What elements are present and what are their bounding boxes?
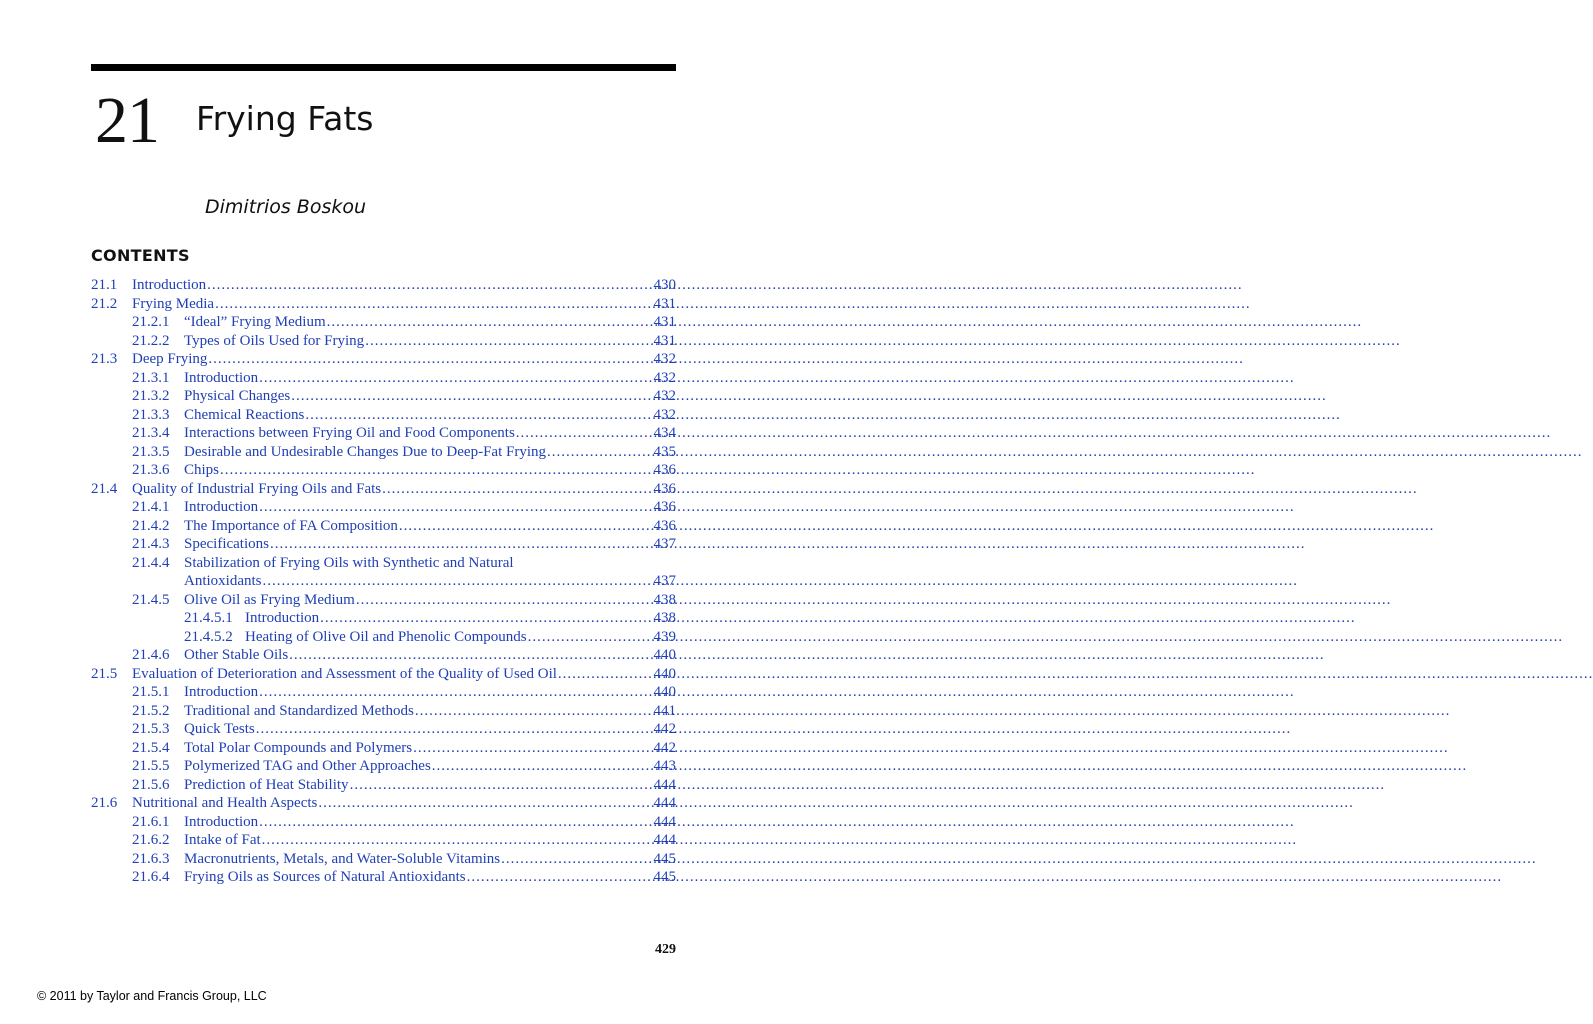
toc-entry-number: 21.5.6 [132, 776, 170, 793]
toc-entry-number: 21.2 [91, 295, 118, 312]
toc-entry-title: Intake of Fat [184, 832, 261, 848]
toc-entry[interactable] [91, 517, 676, 536]
toc-entry-number: 21.4.2 [132, 517, 170, 534]
toc-entry-page: 445 [653, 850, 676, 867]
toc-dot-leader [528, 628, 653, 647]
toc-dot-leader [413, 739, 652, 758]
toc-entry-title: Evaluation of Deterioration and Assessment of the Quality of Used Oil [132, 665, 557, 682]
toc-entry-title: Heating of Olive Oil and Phenolic Compounds [245, 628, 527, 645]
toc-dot-leader [291, 387, 652, 406]
contents-heading: CONTENTS [91, 246, 190, 265]
toc-entry-number: 21.3.1 [132, 369, 170, 386]
toc-dot-leader [256, 720, 653, 739]
toc-entry-page: 441 [653, 702, 676, 719]
toc-entry-title: Polymerized TAG and Other Approaches [184, 758, 431, 774]
toc-entry[interactable] [91, 646, 676, 665]
toc-entry[interactable] [91, 332, 676, 351]
toc-dot-leader [289, 646, 652, 665]
toc-entry-title: “Ideal” Frying Medium [184, 314, 326, 330]
toc-entry-page: 431 [653, 295, 676, 312]
toc-entry-page: 438 [653, 591, 676, 608]
toc-entry[interactable] [91, 276, 676, 295]
toc-entry-title: Types of Oils Used for Frying [184, 332, 365, 349]
toc-entry-page: 444 [653, 776, 676, 793]
toc-entry[interactable] [91, 591, 676, 610]
chapter-author: Dimitrios Boskou [205, 196, 367, 218]
toc-entry-page: 442 [653, 739, 676, 756]
toc-dot-leader [259, 813, 652, 832]
toc-dot-leader [516, 424, 653, 443]
toc-entry-page: 445 [653, 869, 676, 885]
toc-entry-number: 21.4 [91, 480, 118, 497]
toc-dot-leader [318, 794, 652, 813]
toc-entry-page: 435 [653, 443, 676, 460]
toc-dot-leader [259, 683, 652, 702]
toc-entry-number: 21.2.1 [132, 314, 170, 330]
toc-entry-page: 431 [653, 332, 676, 349]
toc-entry-title: Chemical Reactions [184, 406, 305, 423]
toc-dot-leader [501, 850, 652, 869]
toc-dot-leader [215, 295, 652, 314]
toc-entry-number: 21.3.5 [132, 443, 170, 460]
toc-entry-page: 432 [653, 406, 676, 423]
toc-entry[interactable] [91, 720, 676, 739]
toc-entry-number: 21.4.3 [132, 536, 170, 552]
toc-dot-leader [467, 868, 653, 887]
toc-entry-number: 21.6.3 [132, 850, 170, 867]
toc-dot-leader [305, 406, 652, 425]
toc-entry-page: 432 [653, 351, 676, 367]
toc-entry[interactable] [91, 424, 676, 443]
toc-entry-page: 436 [653, 517, 676, 534]
toc-entry[interactable] [91, 295, 676, 314]
toc-entry-number: 21.4.6 [132, 647, 170, 663]
toc-entry-title: Introduction [184, 813, 259, 830]
toc-entry[interactable] [91, 406, 676, 425]
toc-dot-leader [350, 776, 653, 795]
table-of-contents [91, 276, 676, 887]
toc-entry-page: 444 [653, 832, 676, 848]
toc-dot-leader [262, 831, 653, 850]
toc-entry-page: 440 [653, 665, 676, 682]
toc-entry[interactable] [91, 572, 676, 591]
toc-entry-title: Stabilization of Frying Oils with Synthetic and Natural [184, 554, 514, 571]
toc-entry-title: Frying Oils as Sources of Natural Antioxidants [184, 869, 466, 885]
toc-entry-page: 430 [653, 277, 676, 293]
toc-entry[interactable] [91, 480, 676, 499]
toc-entry-title: Olive Oil as Frying Medium [184, 591, 355, 608]
toc-entry[interactable] [91, 850, 676, 869]
chapter-title: Frying Fats [196, 99, 374, 138]
toc-entry-number: 21.4.5.2 [184, 628, 233, 645]
toc-entry[interactable] [91, 702, 676, 721]
toc-entry[interactable] [91, 350, 676, 369]
toc-dot-leader [327, 313, 653, 332]
toc-dot-leader [547, 443, 653, 462]
toc-entry-title: Traditional and Standardized Methods [184, 702, 414, 719]
toc-entry-page: 442 [653, 721, 676, 737]
toc-entry-page: 431 [653, 314, 676, 330]
toc-entry[interactable] [91, 387, 676, 406]
toc-entry-number: 21.3.4 [132, 425, 170, 441]
toc-entry[interactable] [91, 776, 676, 795]
toc-entry-title: Desirable and Undesirable Changes Due to Deep-Fat Frying [184, 443, 546, 460]
toc-entry[interactable] [91, 757, 676, 776]
toc-entry[interactable] [91, 813, 676, 832]
toc-entry[interactable] [91, 665, 676, 684]
toc-entry-page: 434 [653, 425, 676, 441]
toc-entry-page: 440 [653, 647, 676, 663]
toc-dot-leader [259, 498, 652, 517]
toc-entry-page: 432 [653, 388, 676, 404]
toc-entry[interactable] [91, 794, 676, 813]
chapter-top-rule [91, 64, 676, 71]
toc-entry[interactable] [91, 609, 676, 628]
toc-dot-leader [382, 480, 652, 499]
toc-entry-number: 21.5.4 [132, 739, 170, 756]
toc-entry-number: 21.5.2 [132, 702, 170, 719]
copyright-notice: © 2011 by Taylor and Francis Group, LLC [37, 989, 267, 1003]
toc-entry-number: 21.4.4 [132, 554, 170, 571]
toc-dot-leader [415, 702, 653, 721]
toc-dot-leader [356, 591, 653, 610]
chapter-number: 21 [95, 84, 159, 157]
toc-entry-page: 436 [653, 499, 676, 515]
toc-entry-title: Nutritional and Health Aspects [132, 795, 318, 811]
toc-entry-page: 436 [653, 480, 676, 497]
toc-dot-leader [259, 369, 652, 388]
toc-entry-number: 21.6 [91, 795, 118, 811]
toc-entry[interactable] [91, 313, 676, 332]
toc-entry-title: Chips [184, 462, 220, 478]
toc-entry-title: Quality of Industrial Frying Oils and Fats [132, 480, 382, 497]
toc-entry-title: Specifications [184, 536, 269, 552]
toc-dot-leader [558, 665, 653, 684]
toc-entry-number: 21.1 [91, 277, 118, 293]
toc-entry[interactable] [91, 831, 676, 850]
toc-entry-title: Introduction [184, 499, 259, 515]
toc-entry[interactable] [91, 868, 676, 887]
toc-dot-leader [399, 517, 653, 536]
toc-entry-number: 21.5.3 [132, 721, 170, 737]
toc-entry-number: 21.3.6 [132, 462, 170, 478]
toc-entry-title: Macronutrients, Metals, and Water-Soluble Vitamins [184, 850, 501, 867]
toc-entry[interactable] [91, 461, 676, 480]
toc-entry-title: Introduction [184, 684, 259, 700]
toc-entry-title: Introduction [245, 610, 320, 626]
toc-entry-number: 21.4.1 [132, 499, 170, 515]
toc-entry[interactable] [91, 535, 676, 554]
toc-entry-number: 21.6.4 [132, 869, 170, 885]
toc-entry-page: 440 [653, 684, 676, 700]
toc-entry-page: 439 [653, 628, 676, 645]
toc-entry-number: 21.3.2 [132, 388, 170, 404]
toc-entry-page: 444 [653, 813, 676, 830]
toc-entry[interactable] [91, 683, 676, 702]
toc-entry-title: Frying Media [132, 295, 215, 312]
toc-dot-leader [208, 350, 652, 369]
toc-entry-page: 437 [653, 573, 676, 589]
toc-entry-title: Antioxidants [184, 573, 262, 589]
toc-entry-title: The Importance of FA Composition [184, 517, 398, 534]
toc-entry-number: 21.5.1 [132, 684, 170, 700]
page-number: 429 [655, 942, 676, 957]
toc-dot-leader [320, 609, 652, 628]
toc-entry-title: Quick Tests [184, 721, 255, 737]
toc-entry[interactable] [91, 739, 676, 758]
toc-entry[interactable] [91, 369, 676, 388]
toc-dot-leader [270, 535, 653, 554]
toc-entry[interactable] [91, 498, 676, 517]
toc-entry-title: Total Polar Compounds and Polymers [184, 739, 413, 756]
toc-dot-leader [220, 461, 652, 480]
toc-entry-number: 21.4.5 [132, 591, 170, 608]
toc-entry-page: 437 [653, 536, 676, 552]
toc-entry[interactable] [91, 554, 676, 573]
toc-entry-number: 21.3.3 [132, 406, 170, 423]
toc-entry[interactable] [91, 628, 676, 647]
toc-entry-number: 21.6.1 [132, 813, 170, 830]
toc-entry-title: Introduction [132, 277, 207, 293]
toc-entry-title: Prediction of Heat Stability [184, 776, 349, 793]
toc-entry-title: Introduction [184, 369, 259, 386]
toc-entry-page: 432 [653, 369, 676, 386]
toc-dot-leader [365, 332, 652, 351]
toc-entry-title: Interactions between Frying Oil and Food Components [184, 425, 515, 441]
toc-entry-page: 444 [653, 795, 676, 811]
toc-entry-title: Physical Changes [184, 388, 291, 404]
toc-entry-page: 436 [653, 462, 676, 478]
toc-entry[interactable] [91, 443, 676, 462]
toc-dot-leader [432, 757, 653, 776]
toc-entry-title: Other Stable Oils [184, 647, 289, 663]
toc-dot-leader [263, 572, 653, 591]
toc-entry-title: Deep Frying [132, 351, 208, 367]
toc-entry-number: 21.2.2 [132, 332, 170, 349]
toc-entry-page: 443 [653, 758, 676, 774]
toc-entry-page: 438 [653, 610, 676, 626]
toc-entry-number: 21.5.5 [132, 758, 170, 774]
toc-entry-number: 21.4.5.1 [184, 610, 233, 626]
toc-entry-number: 21.3 [91, 351, 118, 367]
toc-entry-number: 21.6.2 [132, 832, 170, 848]
toc-entry-number: 21.5 [91, 665, 118, 682]
toc-dot-leader [207, 276, 652, 295]
